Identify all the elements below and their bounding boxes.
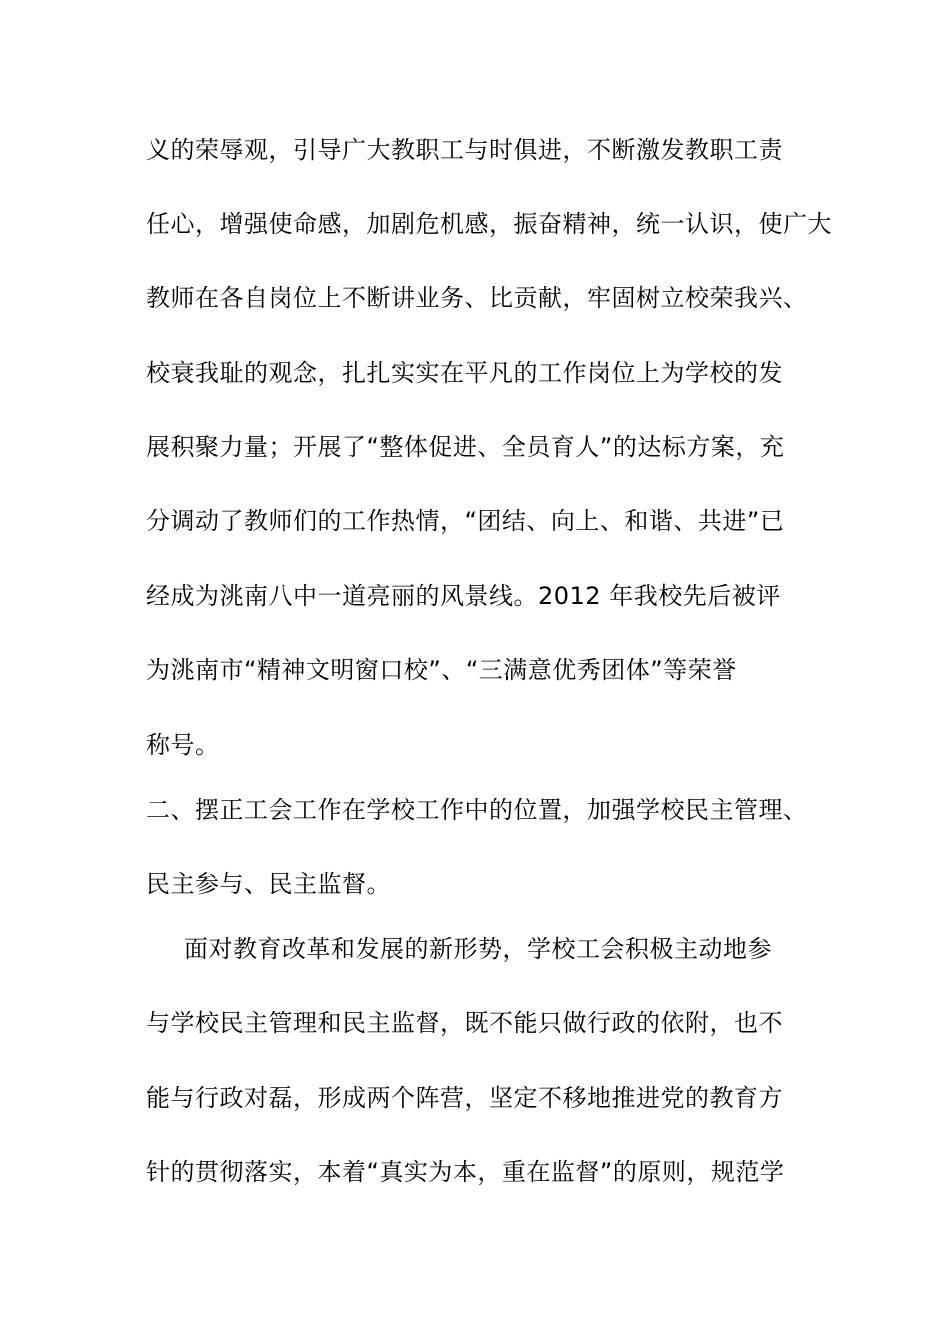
paragraph-1-line-2: 任心，增强使命感，加剧危机感，振奋精神，统一认识，使广大	[146, 210, 832, 238]
paragraph-1-line-6: 分调动了教师们的工作热情，“团结、向上、和谐、共进”已	[146, 507, 785, 535]
paragraph-1-line-7: 经成为洮南八中一道亮丽的风景线。2012 年我校先后被评	[146, 582, 781, 610]
paragraph-1-line-3: 教师在各自岗位上不断讲业务、比贡献，牢固树立校荣我兴、	[146, 284, 808, 312]
paragraph-2-line-3: 能与行政对磊，形成两个阵营，坚定不移地推进党的教育方	[146, 1084, 783, 1112]
paragraph-2-line-4: 针的贯彻落实，本着“真实为本，重在监督”的原则，规范学	[146, 1158, 785, 1186]
paragraph-1-line-9: 称号。	[146, 731, 220, 759]
paragraph-2-line-2: 与学校民主管理和民主监督，既不能只做行政的依附，也不	[146, 1009, 783, 1037]
paragraph-1-line-5: 展积聚力量；开展了“整体促进、全员育人”的达标方案，充	[146, 433, 785, 461]
section-heading-line-2: 民主参与、民主监督。	[146, 870, 391, 898]
section-heading-line-1: 二、摆正工会工作在学校工作中的位置，加强学校民主管理、	[146, 796, 808, 824]
paragraph-1-line-8: 为洮南市“精神文明窗口校”、“三满意优秀团体”等荣誉	[146, 656, 737, 684]
paragraph-1-line-1: 义的荣辱观，引导广大教职工与时俱进，不断激发教职工责	[146, 136, 783, 164]
paragraph-1-line-4: 校衰我耻的观念，扎扎实实在平凡的工作岗位上为学校的发	[146, 359, 783, 387]
paragraph-2-line-1: 面对教育改革和发展的新形势，学校工会积极主动地参	[184, 935, 772, 963]
